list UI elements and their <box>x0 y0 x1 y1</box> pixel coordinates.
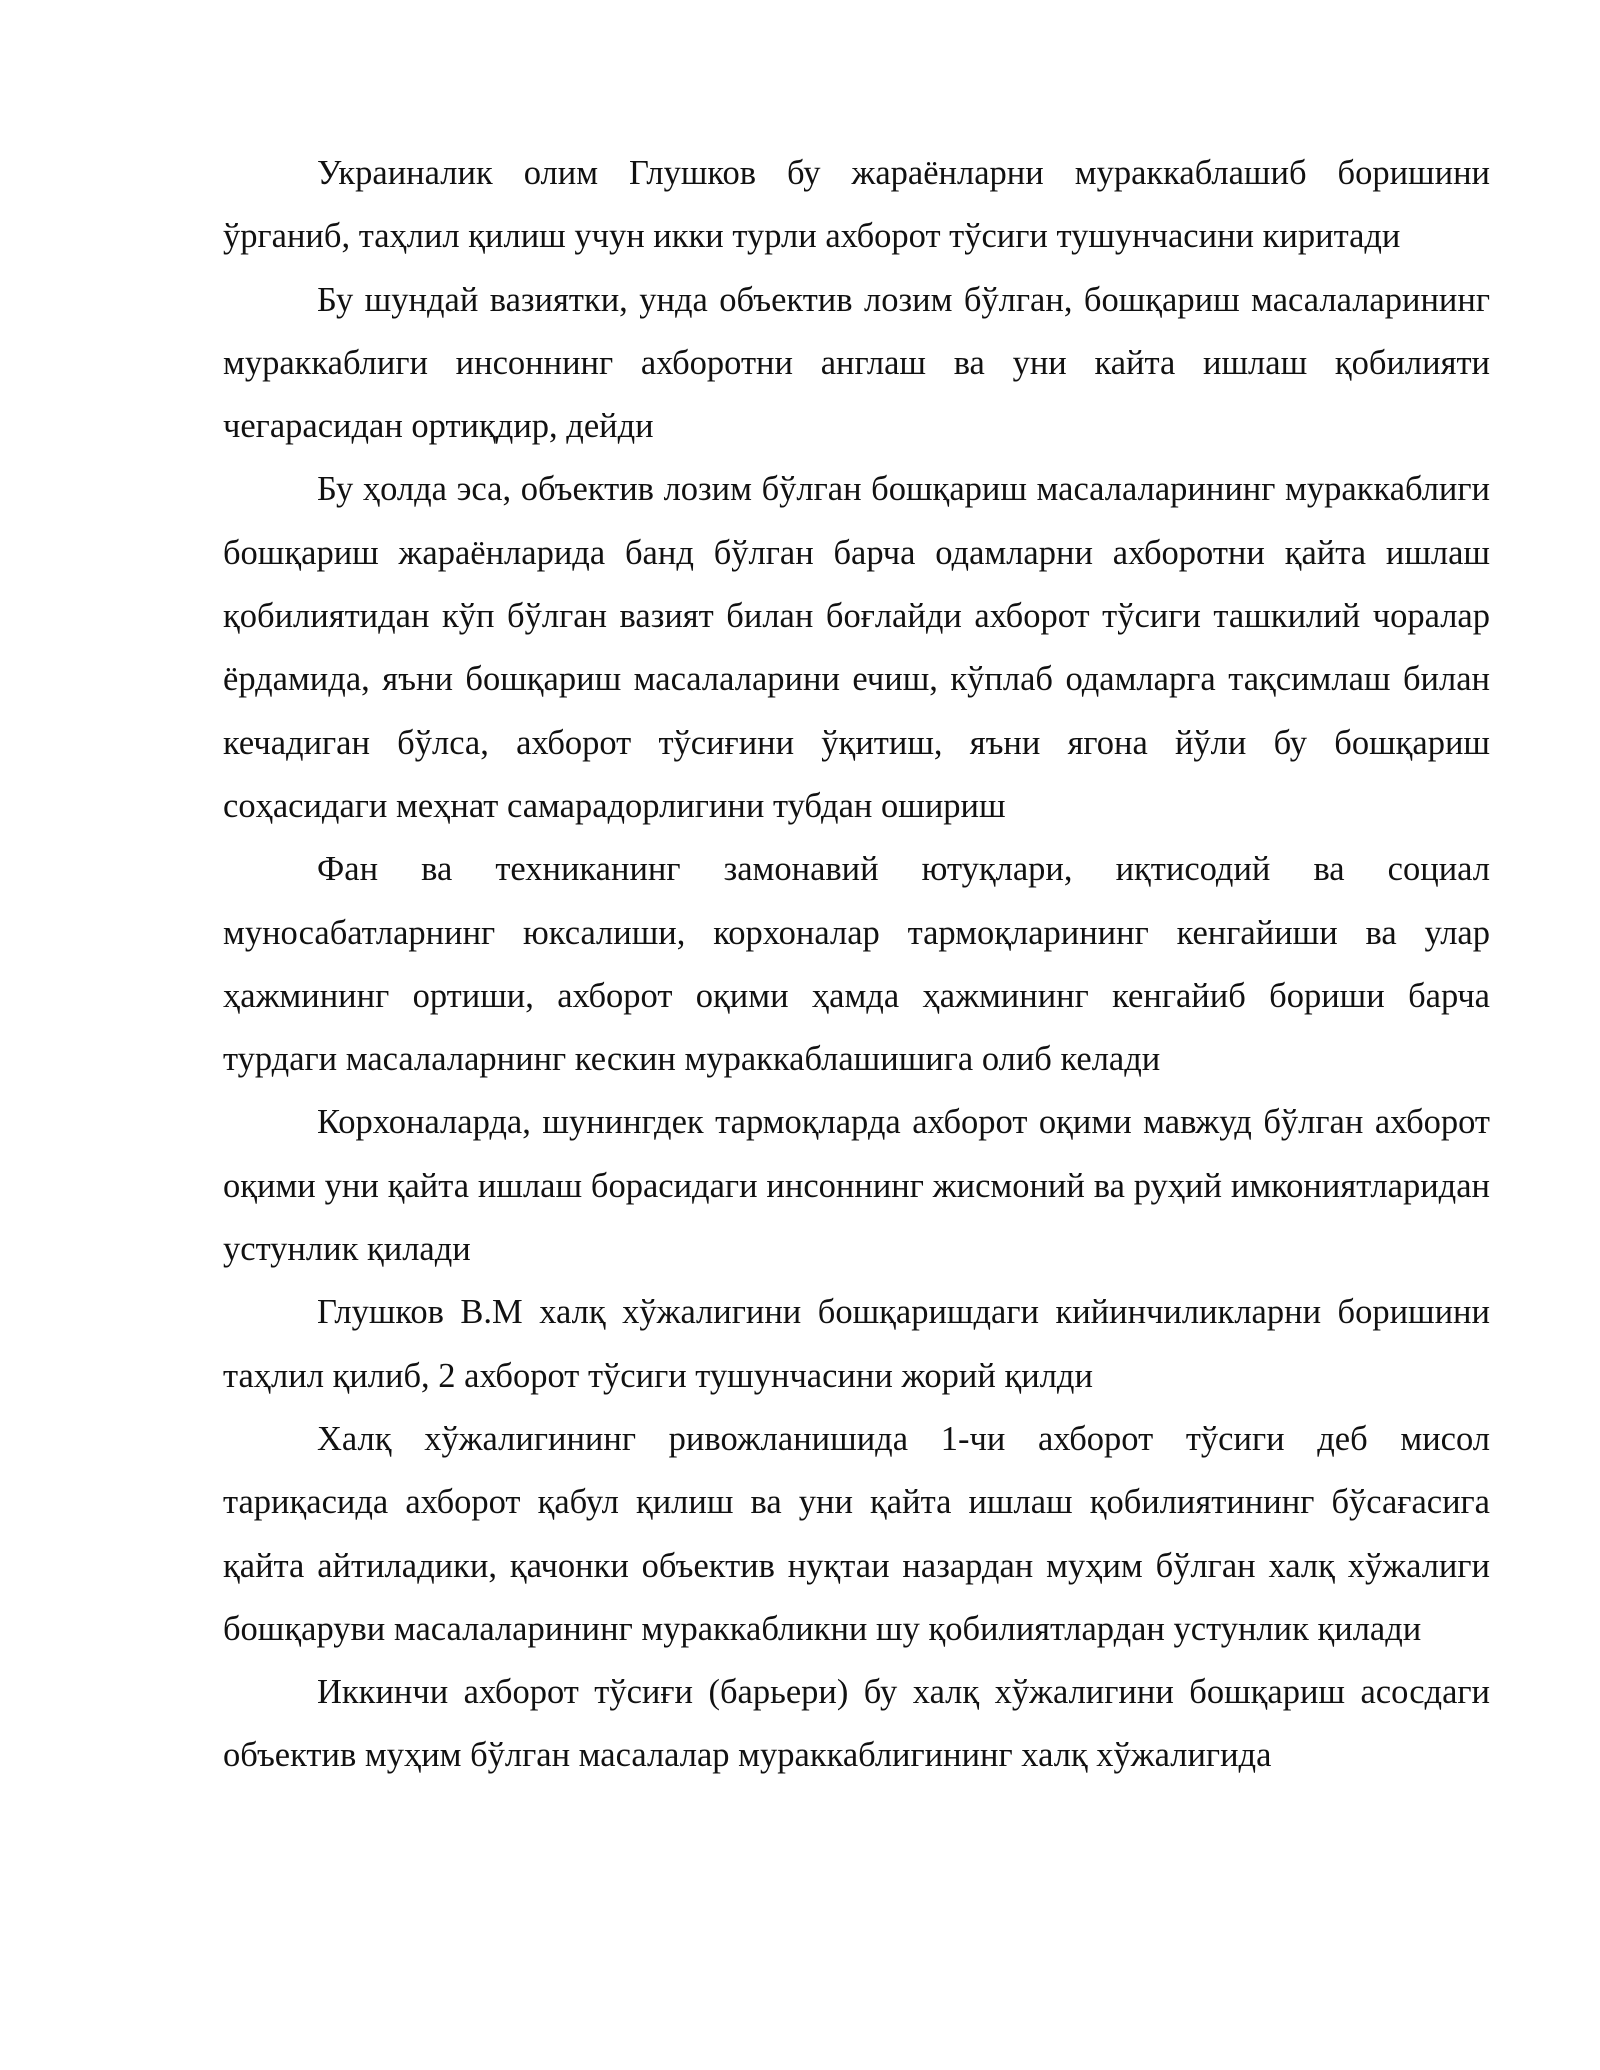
paragraph-situation-definition: Бу шундай вазиятки, унда объектив лозим бўлган, бошқариш масалаларининг мураккаблиги инсоннинг ахборотни англаш ва уни кайта ишлаш қобилияти чегарасидан ортиқдир, дейди <box>223 280 1490 446</box>
paragraph-second-barrier: Иккинчи ахборот тўсиғи (барьери) бу халқ хўжалигини бошқариш асосдаги объектив муҳим бўлган масалалар мураккаблигининг халқ хўжалигида <box>223 1673 1490 1775</box>
paragraph-science-technology: Фан ва техниканинг замонавий ютуқлари, иқтисодий ва социал муносабатларнинг юксалиши, корхоналар тармоқларининг кенгайиши ва улар ҳажмининг ортиши, ахборот оқими ҳамда ҳажмининг кенгайиб бориши барча турдаги масалаларнинг кескин мураккаблашишига олиб келади <box>223 850 1490 1079</box>
paragraph-enterprises: Корхоналарда, шунингдек тармоқларда ахборот оқими мавжуд бўлган ахборот оқими уни қайта ишлаш борасидаги инсоннинг жисмоний ва руҳий имкониятларидан устунлик қилади <box>223 1103 1490 1269</box>
paragraph-glushkov-intro: Украиналик олим Глушков бу жараёнларни мураккаблашиб боришини ўрганиб, таҳлил қилиш учун икки турли ахборот тўсиги тушунчасини киритади <box>223 154 1490 256</box>
paragraph-glushkov-two-barriers: Глушков В.М халқ хўжалигини бошқаришдаги кийинчиликларни боришини таҳлил қилиб, 2 ахборот тўсиги тушунчасини жорий қилди <box>223 1293 1490 1395</box>
document-page <box>223 142 1490 1788</box>
paragraph-organizational-measures: Бу ҳолда эса, объектив лозим бўлган бошқариш масалаларининг мураккаблиги бошқариш жараёнларида банд бўлган барча одамларни ахборотни қайта ишлаш қобилиятидан кўп бўлган вазият билан боғлайди ахборот тўсиги ташкилий чоралар ёрдамида, яъни бошқариш масалаларини ечиш, кўплаб одамларга тақсимлаш билан кечадиган бўлса, ахборот тўсиғини ўқитиш, яъни ягона йўли бу бошқариш соҳасидаги меҳнат самарадорлигини тубдан ошириш <box>223 470 1490 825</box>
paragraph-first-barrier: Халқ хўжалигининг ривожланишида 1-чи ахборот тўсиги деб мисол тариқасида ахборот қабул қилиш ва уни қайта ишлаш қобилиятининг бўсағасига қайта айтиладики, қачонки объектив нуқтаи назардан муҳим бўлган халқ хўжалиги бошқаруви масалаларининг мураккабликни шу қобилиятлардан устунлик қилади <box>223 1419 1490 1648</box>
